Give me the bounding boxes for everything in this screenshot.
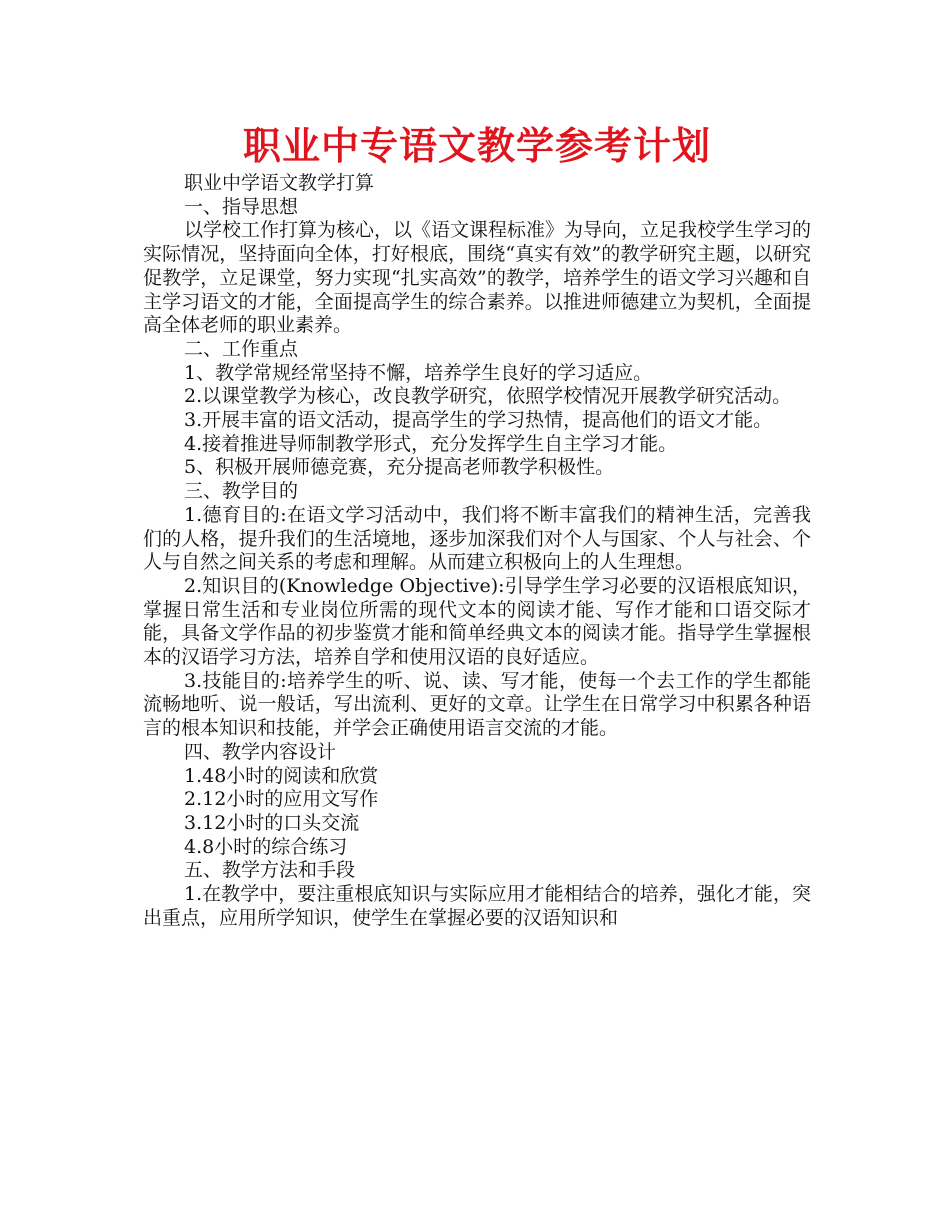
list-item: 3.12小时的口头交流 bbox=[184, 811, 360, 834]
list-item: 2.12小时的应用文写作 bbox=[184, 788, 379, 811]
section-heading-3: 三、教学目的 bbox=[184, 480, 299, 503]
paragraph: 3.开展丰富的语文活动，提高学生的学习热情，提高他们的语文才能。 bbox=[184, 409, 773, 432]
document-page bbox=[143, 120, 811, 931]
paragraph: 1.在教学中，要注重根底知识与实际应用才能相结合的培养，强化才能，突出重点，应用所学知识，使学生在掌握必要的汉语知识和 bbox=[143, 883, 811, 929]
section-heading-4: 四、教学内容设计 bbox=[184, 740, 337, 763]
section-heading-1: 一、指导思想 bbox=[184, 195, 299, 218]
paragraph: 5、积极开展师德竞赛，充分提高老师教学积极性。 bbox=[184, 456, 615, 479]
paragraph-subtitle: 职业中学语文教学打算 bbox=[184, 172, 375, 194]
paragraph: 以学校工作打算为核心，以《语文课程标准》为导向，立足我校学生学习的实际情况，坚持面向全体，打好根底，围绕“真实有效”的教学研究主题，以研究促教学，立足课堂，努力实现“扎实高效”的教学，培养学生的语文学习兴趣和自主学习语文的才能，全面提高学生的综合素养。以推进师德建立为契机，全面提高全体老师的职业素养。 bbox=[143, 219, 812, 337]
paragraph: 1.德育目的:在语文学习活动中，我们将不断丰富我们的精神生活，完善我们的人格，提升我们的生活境地，逐步加深我们对个人与国家、个人与社会、个人与自然之间关系的考虑和理解。从而建立积极向上的人生理想。 bbox=[143, 503, 811, 574]
list-item: 1.48小时的阅读和欣赏 bbox=[184, 764, 379, 787]
paragraph: 2.知识目的(Knowledge Objective):引导学生学习必要的汉语根底知识，掌握日常生活和专业岗位所需的现代文本的阅读才能、写作才能和口语交际才能，具备文学作品的初步鉴赏才能和简单经典文本的阅读才能。指导学生掌握根本的汉语学习方法，培养自学和使用汉语的良好适应。 bbox=[143, 574, 811, 669]
document-title: 职业中专语文教学参考计划 bbox=[242, 123, 711, 168]
paragraph: 3.技能目的:培养学生的听、说、读、写才能，使每一个去工作的学生都能流畅地听、说一般话，写出流利、更好的文章。让学生在日常学习中积累各种语言的根本知识和技能，并学会正确使用语言交流的才能。 bbox=[143, 669, 811, 740]
paragraph: 2.以课堂教学为核心，改良教学研究，依照学校情况开展教学研究活动。 bbox=[184, 385, 792, 408]
document-body bbox=[143, 172, 811, 931]
paragraph: 4.接着推进导师制教学形式，充分发挥学生自主学习才能。 bbox=[184, 432, 678, 455]
paragraph: 1、教学常规经常坚持不懈，培养学生良好的学习适应。 bbox=[184, 361, 653, 384]
section-heading-5: 五、教学方法和手段 bbox=[184, 859, 356, 882]
section-heading-2: 二、工作重点 bbox=[184, 337, 299, 360]
list-item: 4.8小时的综合练习 bbox=[184, 835, 348, 858]
